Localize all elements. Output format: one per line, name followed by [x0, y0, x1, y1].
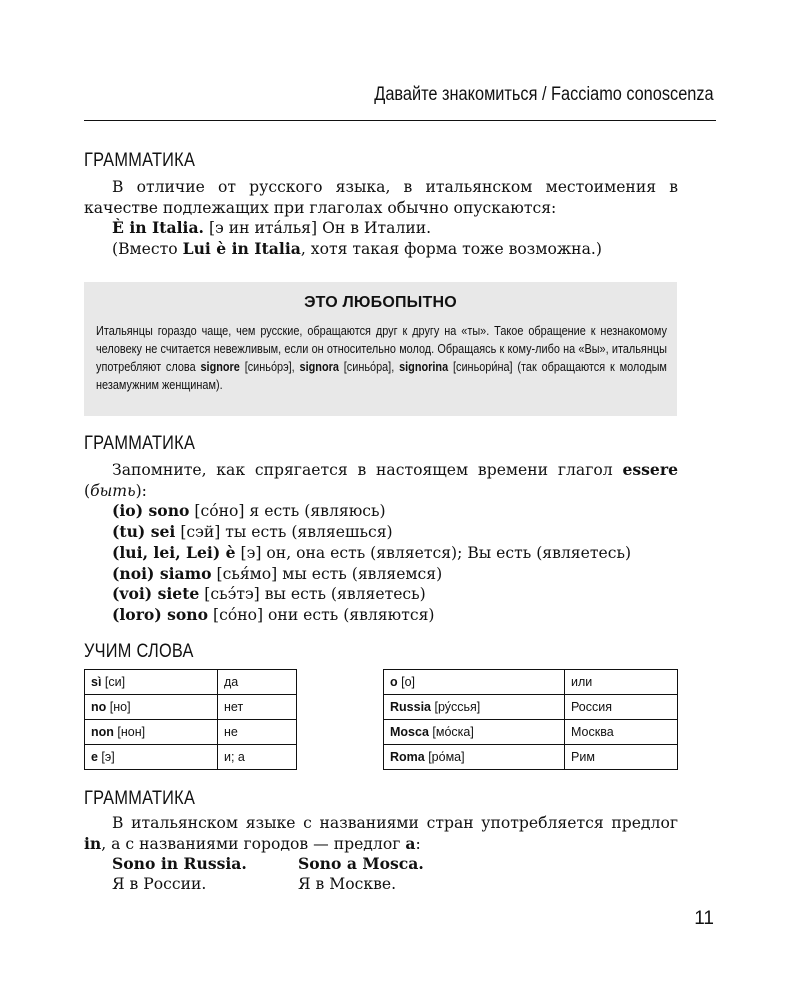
section2-body	[84, 460, 678, 626]
section3-heading: ГРАММАТИКА	[84, 788, 196, 809]
conj-translation: [со́но] они есть (являются)	[208, 605, 435, 624]
vocab-row	[85, 695, 297, 720]
word-signore: signore	[200, 360, 240, 374]
vocab-pron: [ро́ма]	[424, 750, 465, 764]
section3-intro	[84, 813, 678, 854]
section3-body	[84, 813, 678, 854]
header-divider	[84, 120, 716, 121]
vocab-table-right	[383, 669, 678, 770]
conj-form: (voi) siete	[112, 584, 200, 604]
example-moscow-translation: Я в Москве.	[298, 875, 397, 893]
curious-fact-text	[96, 322, 667, 394]
conj-form: (loro) sono	[112, 604, 209, 624]
vocab-word-cell	[384, 745, 565, 770]
preposition-a: a	[405, 833, 416, 853]
example2-prefix: (Вместо	[112, 240, 183, 259]
vocab-translation: и; а	[218, 745, 297, 770]
vocab-word: o	[390, 675, 398, 689]
vocab-word: Mosca	[390, 725, 429, 739]
vocab-word: non	[91, 725, 114, 739]
vocab-row	[384, 745, 678, 770]
vocab-translation: или	[565, 670, 678, 695]
conj-form: (lui, lei, Lei) è	[112, 542, 236, 562]
example-russia-translation: Я в России.	[112, 875, 207, 893]
conj-form: (noi) siamo	[112, 563, 212, 583]
conjugation-row	[84, 584, 678, 605]
examples-italian-row	[112, 854, 424, 873]
section2-heading: ГРАММАТИКА	[84, 433, 196, 454]
vocab-translation: не	[218, 720, 297, 745]
fact-text-part: Итальянцы гораздо чаще, чем русские, обращаются друг к другу на «ты». Такое обращение к незнакомому человеку не считается невежливым, если он относительно молод. Обращаясь к кому-либо на «Вы», итальянцы употребляют слова	[96, 324, 667, 374]
example-moscow-italian: Sono a Mosca.	[298, 854, 424, 873]
vocab-word-cell	[384, 695, 565, 720]
intro-text: ):	[135, 481, 147, 500]
section1-example1	[84, 218, 678, 239]
vocab-word: Russia	[390, 700, 431, 714]
section1-body	[84, 177, 678, 260]
conjugation-row	[84, 522, 678, 543]
example1-translation: [э ин ита́лья] Он в Италии.	[204, 219, 432, 238]
vocab-pron: [мо́ска]	[428, 725, 474, 739]
vocab-row	[384, 670, 678, 695]
vocab-row	[85, 720, 297, 745]
vocab-pron: [си]	[101, 675, 126, 689]
verb-essere: essere	[622, 460, 678, 479]
fact-text-part: [синьо́рэ],	[239, 360, 300, 374]
vocab-translation: да	[218, 670, 297, 695]
conj-translation: [э] он, она есть (является); Вы есть (являетесь)	[235, 543, 632, 562]
vocab-word-cell	[85, 695, 218, 720]
fact-text-part: [синьо́ра],	[338, 360, 400, 374]
section1-intro: В отличие от русского языка, в итальянском местоимения в качестве подлежащих при глаголах обычно опускаются:	[84, 178, 678, 217]
vocab-pron: [ру́ссья]	[431, 700, 481, 714]
word-signora: signora	[299, 360, 339, 374]
vocab-heading: УЧИМ СЛОВА	[84, 641, 194, 662]
example2-italian: Lui è in Italia	[182, 239, 301, 259]
fact-text-part: [синьори́на] (так обращаются к молодым незамужним женщинам).	[96, 360, 667, 392]
vocab-pron: [о]	[397, 675, 416, 689]
curious-fact-title: ЭТО ЛЮБОПЫТНО	[304, 294, 457, 311]
examples-russian-row	[112, 875, 397, 893]
vocab-word: no	[91, 700, 107, 714]
vocab-word: sì	[91, 675, 102, 689]
running-header: Давайте знакомиться / Facciamo conoscenza	[374, 84, 714, 105]
word-signorina: signorina	[399, 360, 449, 374]
intro-text: :	[415, 834, 421, 853]
vocab-row	[384, 720, 678, 745]
vocab-word-cell	[85, 745, 218, 770]
conjugation-list	[84, 501, 678, 625]
conjugation-row	[84, 501, 678, 522]
section1-heading: ГРАММАТИКА	[84, 150, 196, 171]
example2-suffix: , хотя такая форма тоже возможна.)	[300, 240, 602, 259]
page-number: 11	[694, 908, 714, 929]
vocab-word-cell	[85, 720, 218, 745]
conj-translation: [сэй] ты есть (являешься)	[175, 523, 393, 542]
section2-intro	[84, 460, 678, 501]
vocab-row	[85, 745, 297, 770]
vocab-translation: Москва	[565, 720, 678, 745]
vocab-translation: нет	[218, 695, 297, 720]
vocab-pron: [нон]	[113, 725, 146, 739]
vocab-word-cell	[384, 670, 565, 695]
conj-form: (tu) sei	[112, 522, 176, 542]
vocab-row	[384, 695, 678, 720]
verb-translation: быть	[90, 481, 136, 500]
intro-text: , а с названиями городов — предлог	[101, 834, 406, 853]
vocab-translation: Рим	[565, 745, 678, 770]
curious-fact-box	[84, 282, 677, 416]
vocab-table-left	[84, 669, 297, 770]
vocab-word: Roma	[390, 750, 425, 764]
intro-text: Запомните, как спрягается в настоящем времени глагол	[112, 461, 623, 479]
vocab-word-cell	[85, 670, 218, 695]
intro-text: В итальянском языке с названиями стран употребляется предлог	[112, 814, 678, 832]
preposition-in: in	[84, 833, 102, 853]
conj-form: (io) sono	[112, 501, 190, 521]
vocab-translation: Россия	[565, 695, 678, 720]
vocab-row	[85, 670, 297, 695]
example-russia-italian: Sono in Russia.	[112, 854, 247, 873]
vocab-word-cell	[384, 720, 565, 745]
conj-translation: [сьэ́тэ] вы есть (являетесь)	[199, 585, 426, 604]
vocab-word: e	[91, 750, 98, 764]
conj-translation: [сья́мо] мы есть (являемся)	[211, 564, 443, 583]
conjugation-row	[84, 543, 678, 564]
conj-translation: [со́но] я есть (являюсь)	[189, 502, 386, 521]
intro-text: (	[84, 481, 91, 500]
example1-italian: È in Italia.	[112, 218, 204, 238]
conjugation-row	[84, 605, 678, 626]
section1-example2	[84, 239, 678, 260]
vocab-pron: [но]	[106, 700, 131, 714]
vocab-pron: [э]	[97, 750, 115, 764]
conjugation-row	[84, 564, 678, 585]
